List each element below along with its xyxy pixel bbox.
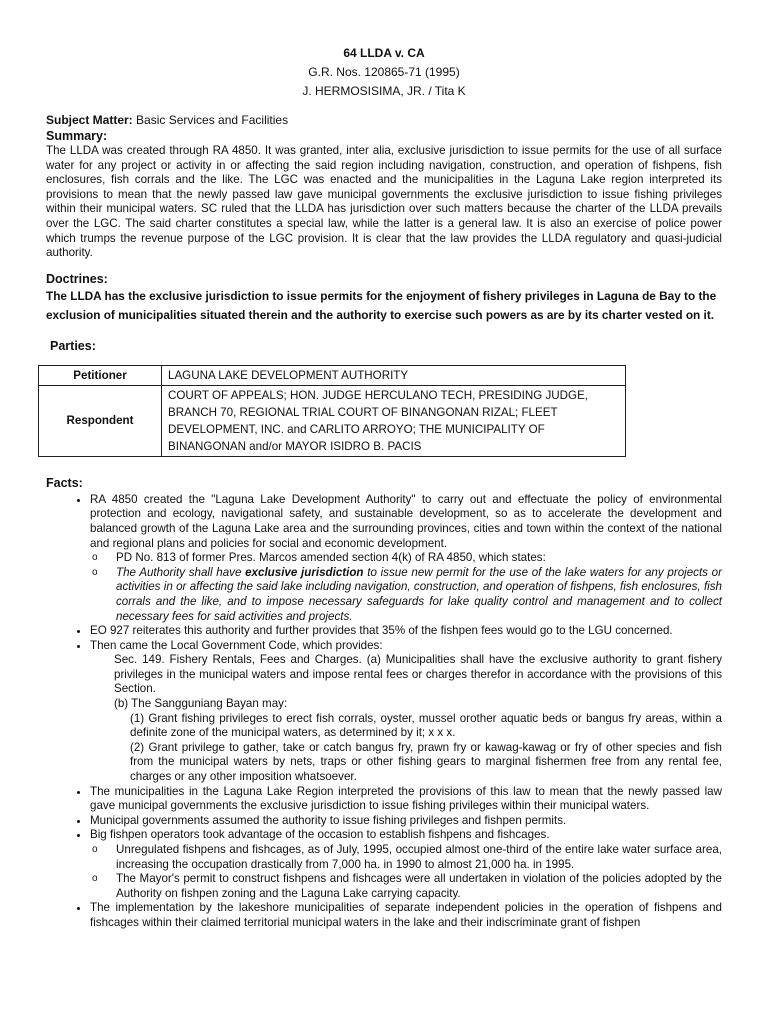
case-ponente: J. HERMOSISIMA, JR. / Tita K [302,84,466,98]
respondent-label: Respondent [39,385,162,456]
facts-label: Facts: [46,475,83,490]
list-item [90,814,722,829]
list-item [90,493,722,624]
list-item [90,785,722,814]
summary-label: Summary: [46,129,108,143]
summary-text: The LLDA was created through RA 4850. It was granted, inter alia, exclusive jurisdiction to issue permits for the use of all surface water for any project or activity in or affecting the said region including navigation, construction, and operation of fishpens, fish enclosures, fish corrals and the like. The LGC was enacted and the municipalities in the Laguna Lake region interpreted its provisions to mean that the newly passed law gave municipal governments the exclusive jurisdiction to issue fishing privileges within their municipal waters. SC ruled that the LLDA has jurisdiction over such matters because the charter of the LLDA prevails over the LGC. The said charter constitutes a special law, while the latter is a general law. It is also an exercise of police power which trumps the revenue purpose of the LGC provision. It is clear that the law provides the LLDA regulatory and quasi-judicial authority. [46,144,722,260]
doctrines-text: The LLDA has the exclusive jurisdiction to issue permits for the enjoyment of fishery privileges in Laguna de Bay to the exclusion of municipalities situated therein and the authority to exercise such powers as are by its charter vested on it. [46,288,717,322]
list-item [90,901,722,930]
petitioner-label: Petitioner [39,365,162,385]
provision-text: (2) Grant privilege to gather, take or catch bangus fry, prawn fry or kawag-kawag or fry of other species and fish from the municipal waters by nets, traps or other fishing gears to marginal fishermen free from any rental fee, charges or any other imposition whatsoever. [130,740,722,784]
fact-text: Unregulated fishpens and fishcages, as of July, 1995, occupied almost one-third of the entire lake water surface area, increasing the occupation drastically from 7,000 ha. in 1990 to almost 21,000 ha. in 1995. [116,843,722,871]
table-row [39,385,626,456]
parties-label: Parties: [50,338,96,353]
list-item [116,551,722,566]
list-item [116,843,722,872]
sub-list [90,843,722,901]
subject-value: Basic Services and Facilities [136,113,289,127]
quoted-provision [90,653,722,784]
fact-text: PD No. 813 of former Pres. Marcos amended section 4(k) of RA 4850, which states: [116,551,546,565]
petitioner-value: LAGUNA LAKE DEVELOPMENT AUTHORITY [162,365,626,385]
case-title: 64 LLDA v. CA [343,46,425,60]
list-item [116,566,722,624]
provision-text: (1) Grant fishing privileges to erect fish corrals, oyster, mussel orother aquatic beds or bangus fry areas, within a definite zone of the municipal waters, as determined by it; x x x. [130,711,722,740]
list-item [116,872,722,901]
sub-list [90,551,722,624]
facts-list [46,493,722,931]
list-item [90,624,722,639]
fact-text: Municipal governments assumed the authority to issue fishing privileges and fishpen permits. [90,813,567,827]
fact-text: The Mayor's permit to construct fishpens and fishcages were all undertaken in violation of the policies adopted by the Authority on fishpen zoning and the Laguna Lake carrying capacity. [116,872,722,900]
fact-text: Then came the Local Government Code, which provides: [90,638,383,652]
list-item [90,828,722,901]
parties-table [38,365,626,457]
fact-text: RA 4850 created the "Laguna Lake Development Authority" to carry out and effectuate the policy of environmental protection and ecology, navigational safety, and sustainable development, so as to accelerate the development and balanced growth of the Laguna Lake area and the surrounding provinces, cities and town within the context of the national and regional plans and policies for social and economic development. [90,492,722,550]
subject-matter [46,113,722,128]
list-item [90,639,722,785]
doctrines-label: Doctrines: [46,271,108,286]
fact-text: The implementation by the lakeshore municipalities of separate independent policies in the operation of fishpens and fishcages within their claimed territorial municipal waters in the lake and their indiscriminate grant of fishpen [90,901,722,929]
fact-text: EO 927 reiterates this authority and further provides that 35% of the fishpen fees would go to the LGU concerned. [90,624,673,638]
fact-text: The Authority shall have [116,565,246,579]
fact-text: Big fishpen operators took advantage of the occasion to establish fishpens and fishcages. [90,828,550,842]
case-number: G.R. Nos. 120865-71 (1995) [308,65,460,79]
table-row [39,365,626,385]
provision-text: Sec. 149. Fishery Rentals, Fees and Charges. (a) Municipalities shall have the exclusive authority to grant fishery privileges in the municipal waters and impose rental fees or charges therefor in accordance with the provisions of this Section. [114,653,722,696]
fact-text: The municipalities in the Laguna Lake Region interpreted the provisions of this law to mean that the newly passed law gave municipal governments the exclusive jurisdiction to issue fishing privileges within their municipal waters. [90,784,722,813]
respondent-value: COURT OF APPEALS; HON. JUDGE HERCULANO TECH, PRESIDING JUDGE, BRANCH 70, REGIONAL TRIAL COURT OF BINANGONAN RIZAL; FLEET DEVELOPMENT, INC. and CARLITO ARROYO; THE MUNICIPALITY OF BINANGONAN and/or MAYOR ISIDRO B. PACIS [162,385,626,456]
fact-emphasis: exclusive jurisdiction [245,565,364,579]
provision-text: (b) The Sangguniang Bayan may: [114,697,288,711]
case-header [46,44,722,101]
fact-text: to issue new permit for the use of the lake waters for any projects or activities in or affecting the said lake including navigation, construction, and operation of fishpens, fish enclosures, fish corrals and the like, and to impose necessary safeguards for lake quality control and management and to collect necessary fees for said activities and projects. [116,565,722,623]
subject-label: Subject Matter: [46,113,133,127]
